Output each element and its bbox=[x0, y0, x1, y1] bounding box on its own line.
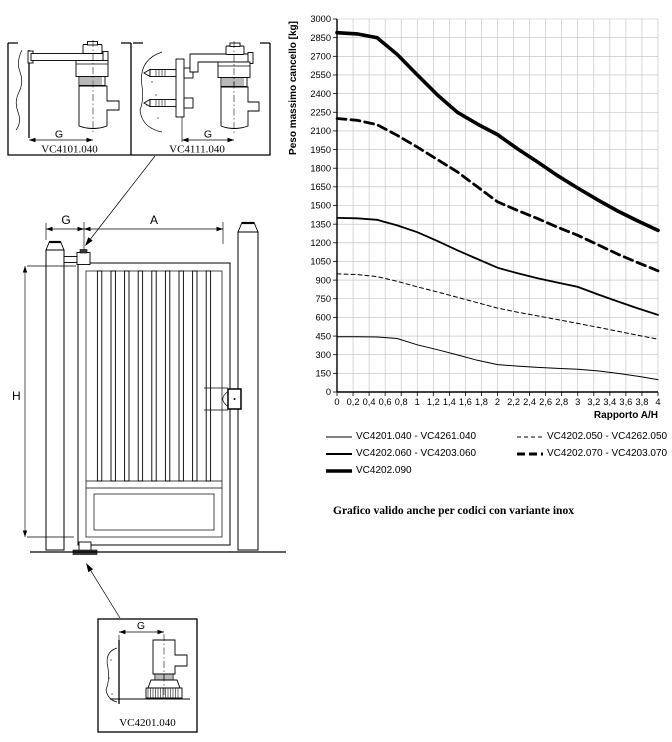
svg-text:0,6: 0,6 bbox=[378, 397, 392, 407]
svg-text:1,8: 1,8 bbox=[474, 397, 488, 407]
svg-text:0,4: 0,4 bbox=[362, 397, 376, 407]
legend-item-vc4201-040 bbox=[326, 428, 476, 445]
svg-text:1,2: 1,2 bbox=[426, 397, 440, 407]
svg-text:1950: 1950 bbox=[310, 144, 331, 155]
svg-text:600: 600 bbox=[315, 312, 331, 323]
code-vc4201: VC4201.040 bbox=[119, 717, 176, 729]
svg-text:1,6: 1,6 bbox=[458, 397, 472, 407]
chart-legend-col1 bbox=[326, 428, 476, 479]
leader-bottom-hinge bbox=[86, 563, 120, 618]
svg-text:3,8: 3,8 bbox=[635, 397, 649, 407]
top-hinge bbox=[64, 250, 90, 265]
svg-text:0: 0 bbox=[334, 397, 340, 407]
weight-ratio-chart bbox=[285, 0, 672, 425]
svg-text:2,4: 2,4 bbox=[523, 397, 537, 407]
svg-text:4: 4 bbox=[655, 397, 661, 407]
right-post bbox=[238, 223, 258, 551]
svg-text:1800: 1800 bbox=[310, 163, 331, 174]
svg-text:2400: 2400 bbox=[310, 88, 331, 99]
leader-top-hinge bbox=[85, 156, 155, 246]
svg-text:2550: 2550 bbox=[310, 70, 331, 81]
svg-text:0,2: 0,2 bbox=[346, 397, 360, 407]
svg-text:1050: 1050 bbox=[310, 256, 331, 267]
svg-text:2700: 2700 bbox=[310, 51, 331, 62]
svg-text:3,2: 3,2 bbox=[587, 397, 601, 407]
svg-text:3,4: 3,4 bbox=[603, 397, 617, 407]
legend-item-vc4202-060 bbox=[326, 445, 476, 462]
svg-text:0: 0 bbox=[325, 387, 331, 398]
svg-text:3: 3 bbox=[575, 397, 581, 407]
dim-g-label: G bbox=[61, 213, 71, 227]
chart-legend-col2 bbox=[517, 428, 667, 462]
left-post bbox=[46, 242, 64, 551]
hinge-detail-vc4101 bbox=[16, 40, 119, 156]
svg-text:1: 1 bbox=[414, 397, 420, 407]
gate-bars bbox=[97, 271, 210, 481]
inox-note: Grafico valido anche per codici con variante inox bbox=[333, 505, 574, 517]
svg-text:750: 750 bbox=[315, 293, 331, 304]
svg-text:3,6: 3,6 bbox=[619, 397, 633, 407]
svg-text:1,4: 1,4 bbox=[442, 397, 456, 407]
svg-text:2: 2 bbox=[494, 397, 501, 407]
legend-label: VC4202.060 - VC4203.060 bbox=[356, 448, 477, 459]
legend-item-vc4202-050 bbox=[517, 428, 667, 445]
svg-text:900: 900 bbox=[315, 275, 331, 286]
dim-g-label: G bbox=[54, 128, 64, 141]
legend-item-vc4202-090 bbox=[326, 462, 476, 479]
svg-text:2,8: 2,8 bbox=[555, 397, 569, 407]
dim-h-label: H bbox=[12, 389, 21, 403]
dim-g-label: G bbox=[203, 128, 213, 141]
svg-text:2850: 2850 bbox=[310, 32, 331, 43]
svg-text:1350: 1350 bbox=[310, 219, 331, 230]
gate-lower-panel bbox=[94, 494, 214, 530]
technical-drawing bbox=[0, 0, 290, 742]
svg-text:300: 300 bbox=[315, 349, 331, 360]
code-vc4111: VC4111.040 bbox=[169, 143, 225, 156]
legend-label: VC4202.090 bbox=[356, 465, 412, 476]
svg-text:1200: 1200 bbox=[310, 238, 331, 248]
svg-text:1650: 1650 bbox=[310, 182, 331, 193]
dim-a-label: A bbox=[149, 213, 159, 227]
dim-g-label: G bbox=[136, 620, 146, 632]
svg-text:150: 150 bbox=[315, 368, 331, 379]
legend-item-vc4202-070 bbox=[517, 445, 667, 462]
svg-text:0,8: 0,8 bbox=[394, 397, 408, 407]
code-vc4101: VC4101.040 bbox=[41, 143, 98, 156]
bottom-detail-box bbox=[98, 619, 197, 732]
y-axis-title: Peso massimo cancello [kg] bbox=[288, 21, 299, 155]
svg-text:1500: 1500 bbox=[310, 200, 331, 211]
x-axis-title: Rapporto A/H bbox=[593, 410, 658, 421]
legend-label: VC4202.050 - VC4262.050 bbox=[547, 431, 668, 442]
svg-text:2250: 2250 bbox=[310, 107, 331, 118]
gate-drawing bbox=[12, 213, 286, 555]
svg-text:450: 450 bbox=[315, 331, 331, 342]
hinge-detail-vc4111 bbox=[140, 41, 259, 156]
top-detail-box bbox=[8, 40, 270, 156]
svg-text:2100: 2100 bbox=[310, 126, 331, 137]
legend-label: VC4202.070 - VC4203.070 bbox=[547, 448, 668, 459]
svg-text:2,6: 2,6 bbox=[539, 397, 553, 407]
svg-text:2,2: 2,2 bbox=[507, 397, 521, 407]
svg-text:3000: 3000 bbox=[310, 14, 331, 25]
legend-label: VC4201.040 - VC4261.040 bbox=[356, 431, 477, 442]
chart-tick-labels bbox=[310, 14, 660, 407]
